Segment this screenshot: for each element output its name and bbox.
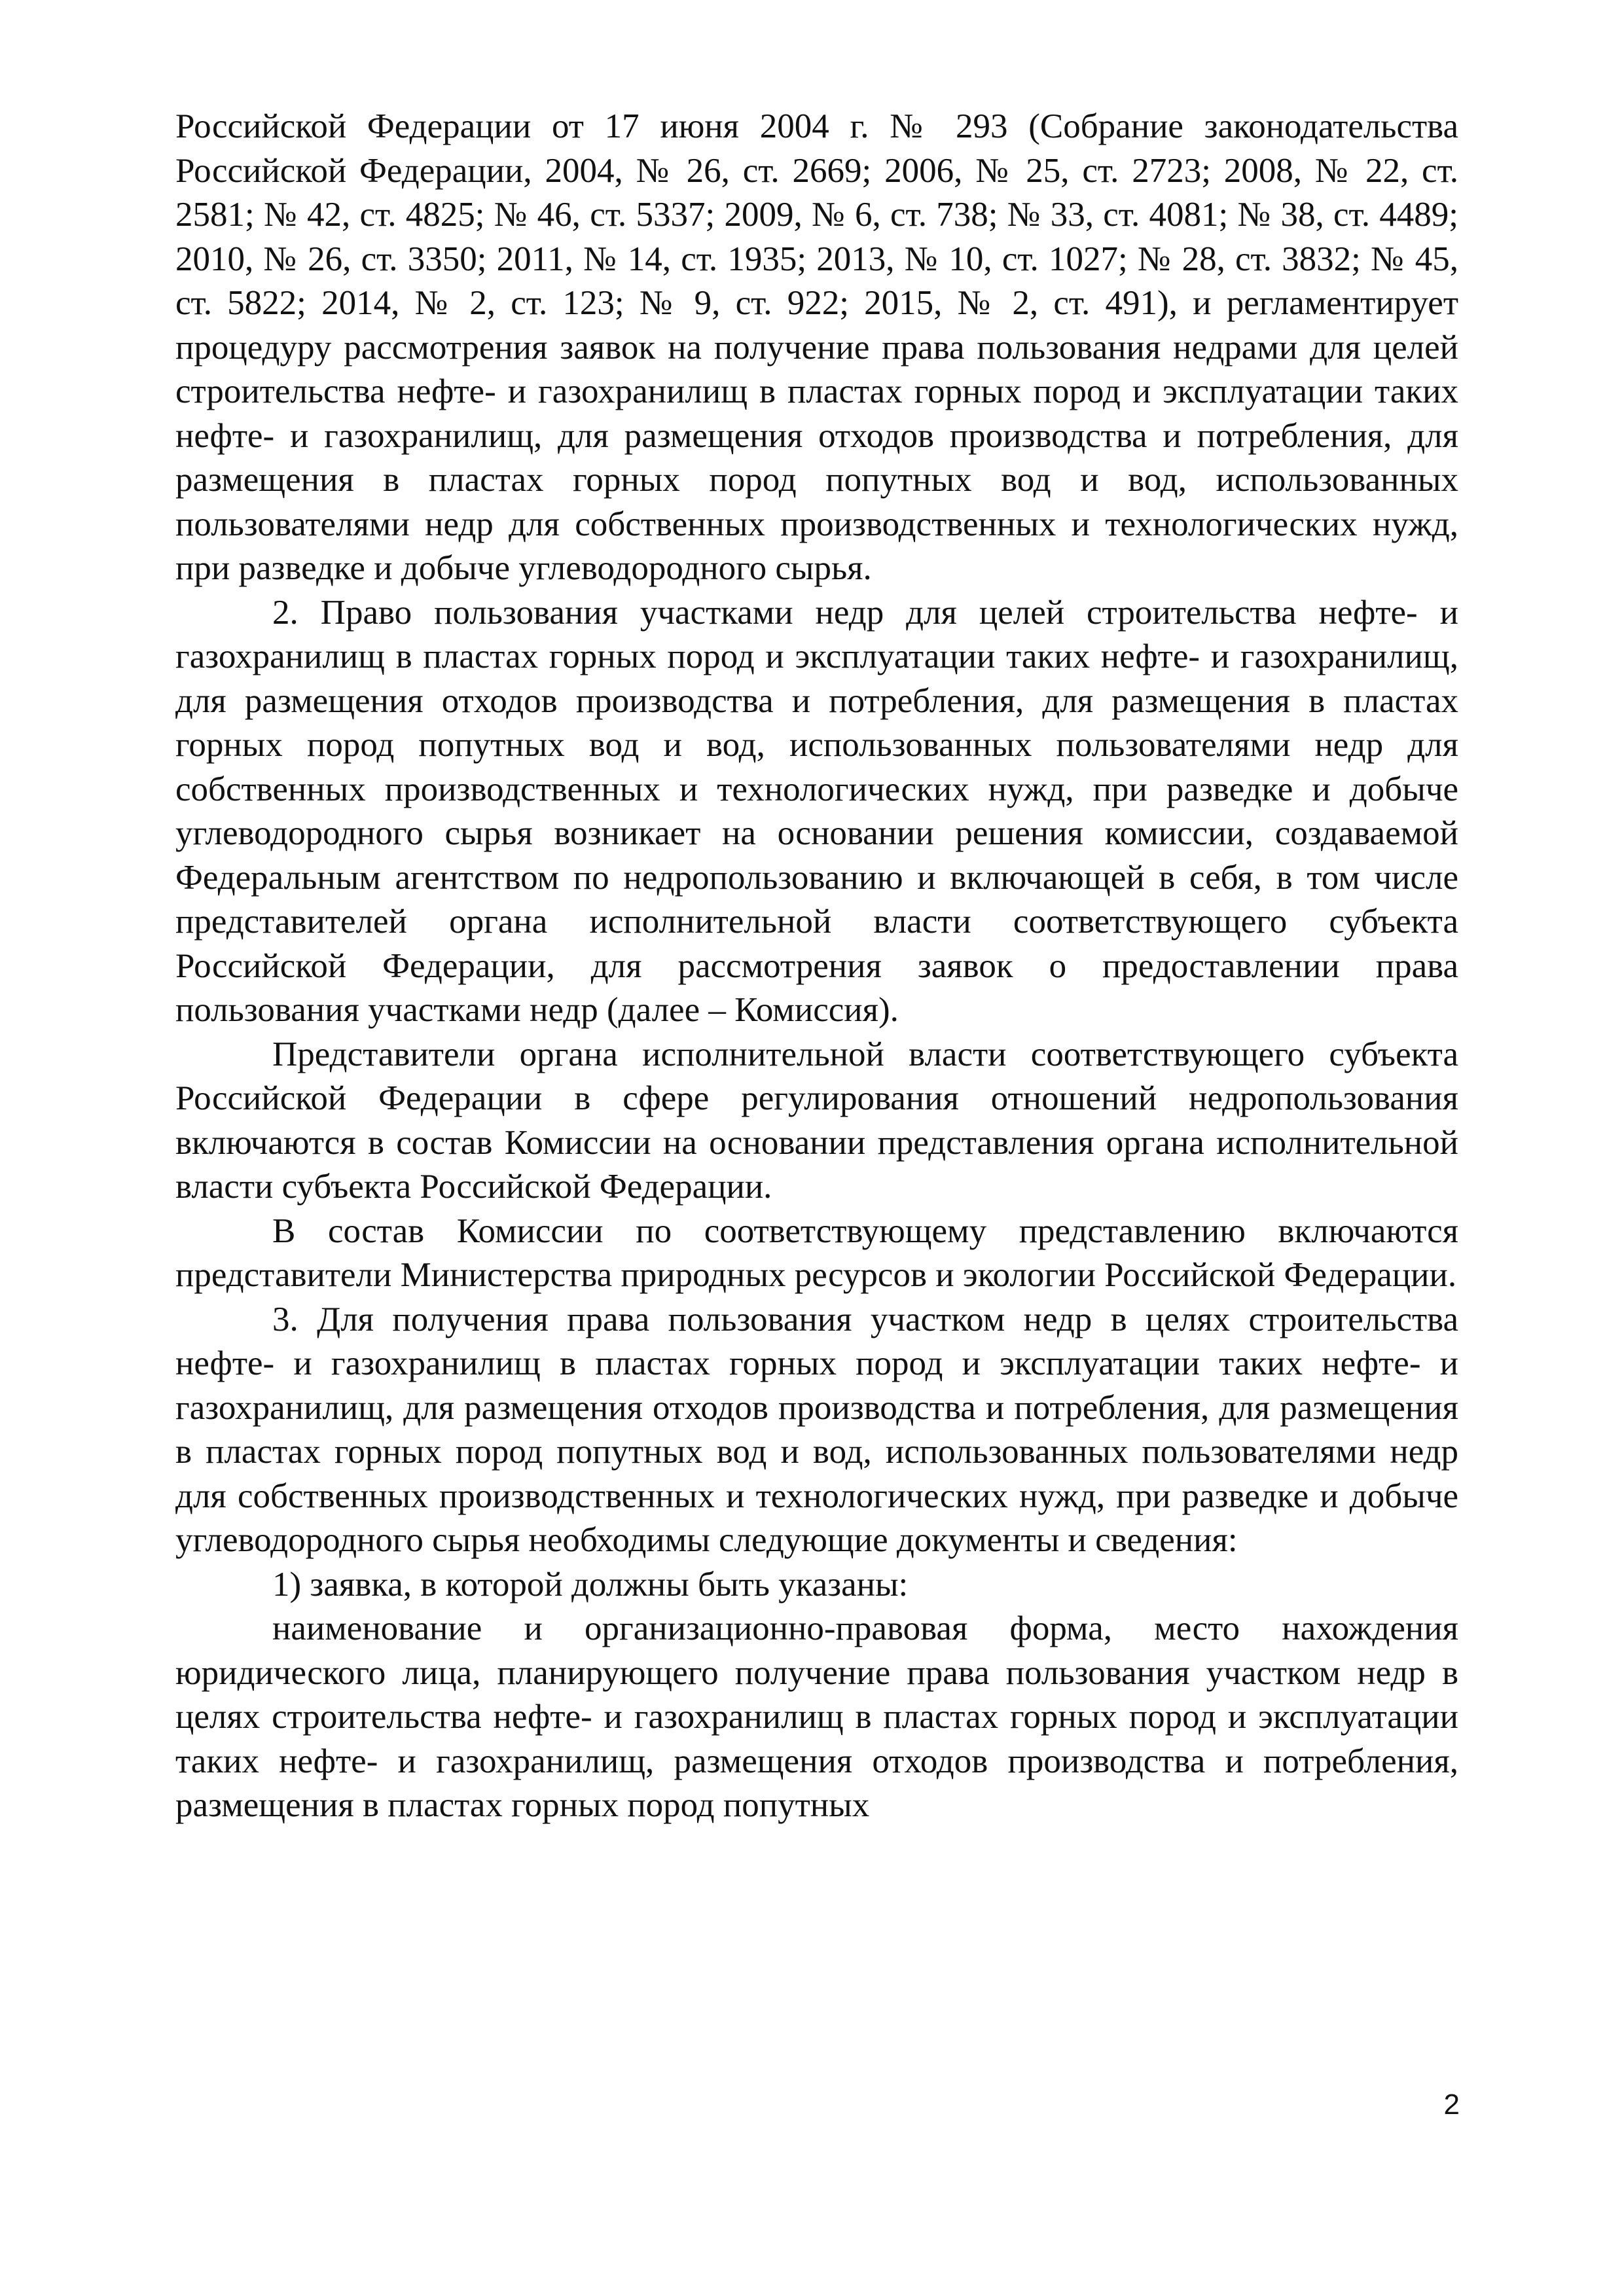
paragraph-clause-3: 3. Для получения права пользования участком недр в целях строительства нефте- и газохранилищ в пластах горных пород и эксплуатации таких нефте- и газохранилищ, для размещения отходов производства и потребления, для размещения в пластах горных пород попутных вод и вод, использованных пользователями недр для собственных производственных и технологических нужд, при разведке и добыче углеводородного сырья необходимы следующие документы и сведения: <box>175 1300 1458 1559</box>
paragraph-representatives-ministry: В состав Комиссии по соответствующему представлению включаются представители Министерства природных ресурсов и экологии Российской Федерации. <box>175 1211 1458 1294</box>
document-body <box>175 105 1458 1828</box>
paragraph-continuation: Российской Федерации от 17 июня 2004 г. № 293 (Собрание законодательства Российской Федерации, 2004, № 26, ст. 2669; 2006, № 25, ст. 2723; 2008, № 22, ст. 2581; № 42, ст. 4825; № 46, ст. 5337; 2009, № 6, ст. 738; № 33, ст. 4081; № 38, ст. 4489; 2010, № 26, ст. 3350; 2011, № 14, ст. 1935; 2013, № 10, ст. 1027; № 28, ст. 3832; № 45, ст. 5822; 2014, № 2, ст. 123; № 9, ст. 922; 2015, № 2, ст. 491), и регламентирует процедуру рассмотрения заявок на получение права пользования недрами для целей строительства нефте- и газохранилищ в пластах горных пород и эксплуатации таких нефте- и газохранилищ, для размещения отходов производства и потребления, для размещения в пластах горных пород попутных вод и вод, использованных пользователями недр для собственных производственных и технологических нужд, при разведке и добыче углеводородного сырья. <box>175 107 1458 587</box>
paragraph-clause-2: 2. Право пользования участками недр для целей строительства нефте- и газохранилищ в пластах горных пород и эксплуатации таких нефте- и газохранилищ, для размещения отходов производства и потребления, для размещения в пластах горных пород попутных вод и вод, использованных пользователями недр для собственных производственных и технологических нужд, при разведке и добыче углеводородного сырья возникает на основании решения комиссии, создаваемой Федеральным агентством по недропользованию и включающей в себя, в том числе представителей органа исполнительной власти соответствующего субъекта Российской Федерации, для рассмотрения заявок о предоставлении права пользования участками недр (далее – Комиссия). <box>175 593 1458 1029</box>
page-number: 2 <box>1443 2089 1460 2121</box>
paragraph-applicant-details: наименование и организационно-правовая форма, место нахождения юридического лица, планирующего получение права пользования участком недр в целях строительства нефте- и газохранилищ в пластах горных пород и эксплуатации таких нефте- и газохранилищ, размещения отходов производства и потребления, размещения в пластах горных пород попутных <box>175 1609 1458 1824</box>
paragraph-representatives-subject: Представители органа исполнительной власти соответствующего субъекта Российской Федерации в сфере регулирования отношений недропользования включаются в состав Комиссии на основании представления органа исполнительной власти субъекта Российской Федерации. <box>175 1035 1458 1206</box>
paragraph-item-1: 1) заявка, в которой должны быть указаны: <box>272 1565 909 1604</box>
